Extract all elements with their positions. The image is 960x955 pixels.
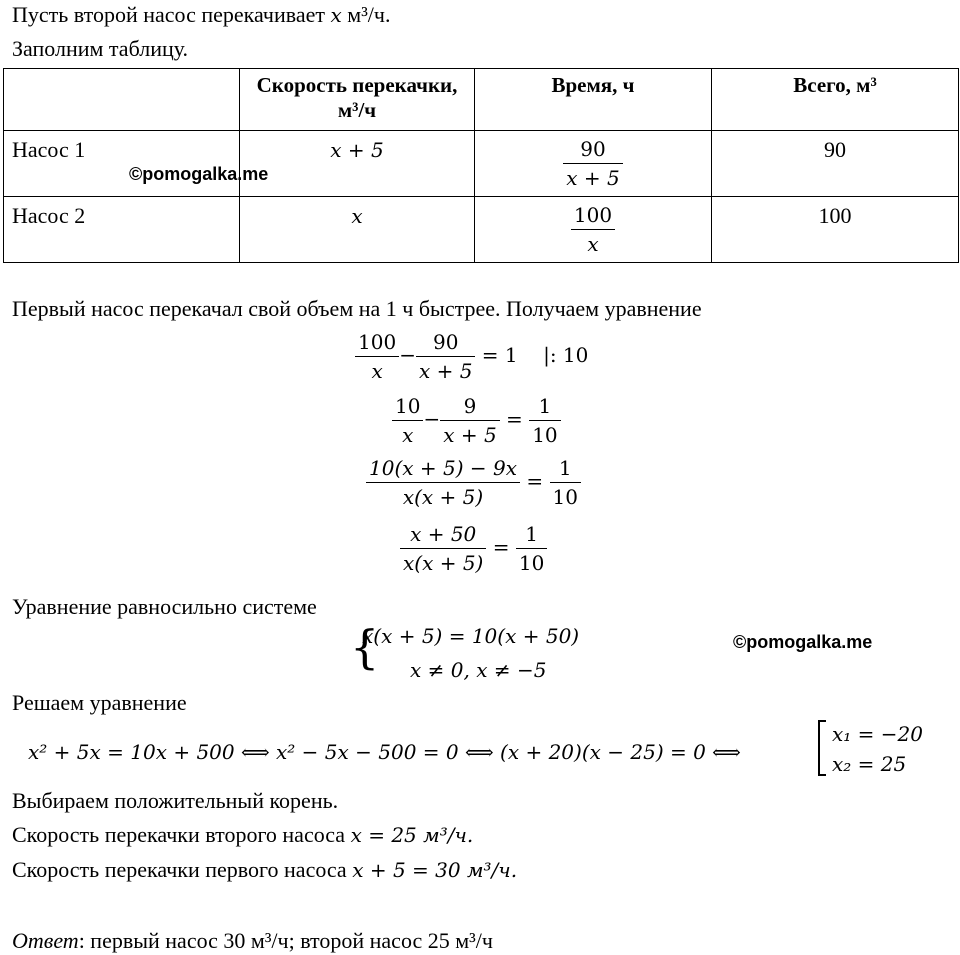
row-name: Насос 1 ©pomogalka.me [4, 131, 240, 197]
choose-text: Выбираем положительный корень. [12, 788, 339, 813]
header-time: Время, ч [475, 69, 712, 131]
solve-text: Решаем уравнение [12, 690, 187, 715]
table-row [4, 197, 959, 263]
equation-4: $\frac{x + 50}{x(x + 5)}$ = $\frac{1}{10}$ [400, 522, 547, 575]
header-speed: Скорость перекачки, м³/ч [240, 69, 475, 131]
table-row [4, 131, 959, 197]
system-line-2: x ≠ 0, x ≠ −5 [410, 658, 547, 682]
row-total: 90 [712, 131, 959, 197]
solve-equation: x² + 5x = 10x + 500 ⟺ x² − 5x − 500 = 0 ⟺ (x + 20)(x − 25) = 0 ⟺ [28, 740, 741, 764]
watermark: ©pomogalka.me [129, 164, 269, 184]
root-2: x₂ = 25 [832, 752, 907, 776]
watermark: ©pomogalka.me [733, 632, 873, 652]
row-time: $\frac{100}{x}$ [475, 197, 712, 263]
row-speed: x [240, 197, 475, 263]
speed2-line: Скорость перекачки второго насоса x = 25 м³/ч. [12, 822, 474, 847]
answer-line: Ответ: первый насос 30 м³/ч; второй насос 25 м³/ч [12, 928, 493, 953]
speed1-line: Скорость перекачки первого насоса x + 5 = 30 м³/ч. [12, 857, 518, 882]
row-time: $\frac{90}{x + 5}$ [475, 131, 712, 197]
brace-icon: { [350, 620, 380, 674]
pump-table [3, 68, 959, 263]
intro-line-1: Пусть второй насос перекачивает x м³/ч. [12, 2, 391, 27]
equation-3: $\frac{10(x + 5) - 9x}{x(x + 5)}$ = $\frac{1}{10}$ [366, 456, 581, 509]
equation-1: $\frac{100}{x}$ − $\frac{90}{x + 5}$ = 1 |: 10 [355, 330, 588, 383]
system-line-1: x(x + 5) = 10(x + 50) [362, 624, 580, 648]
root-1: x₁ = −20 [832, 722, 923, 746]
row-speed: x + 5 [240, 131, 475, 197]
bracket-icon [818, 720, 826, 776]
header-total: Всего, м³ [712, 69, 959, 131]
header-empty [4, 69, 240, 131]
row-total: 100 [712, 197, 959, 263]
intro-line-2: Заполним таблицу. [12, 36, 189, 61]
equation-2: $\frac{10}{x}$ − $\frac{9}{x + 5}$ = $\frac{1}{10}$ [392, 394, 561, 447]
row-name: Насос 2 [4, 197, 240, 263]
step1-text: Первый насос перекачал свой объем на 1 ч быстрее. Получаем уравнение [12, 296, 702, 321]
system-text: Уравнение равносильно системе [12, 594, 317, 619]
